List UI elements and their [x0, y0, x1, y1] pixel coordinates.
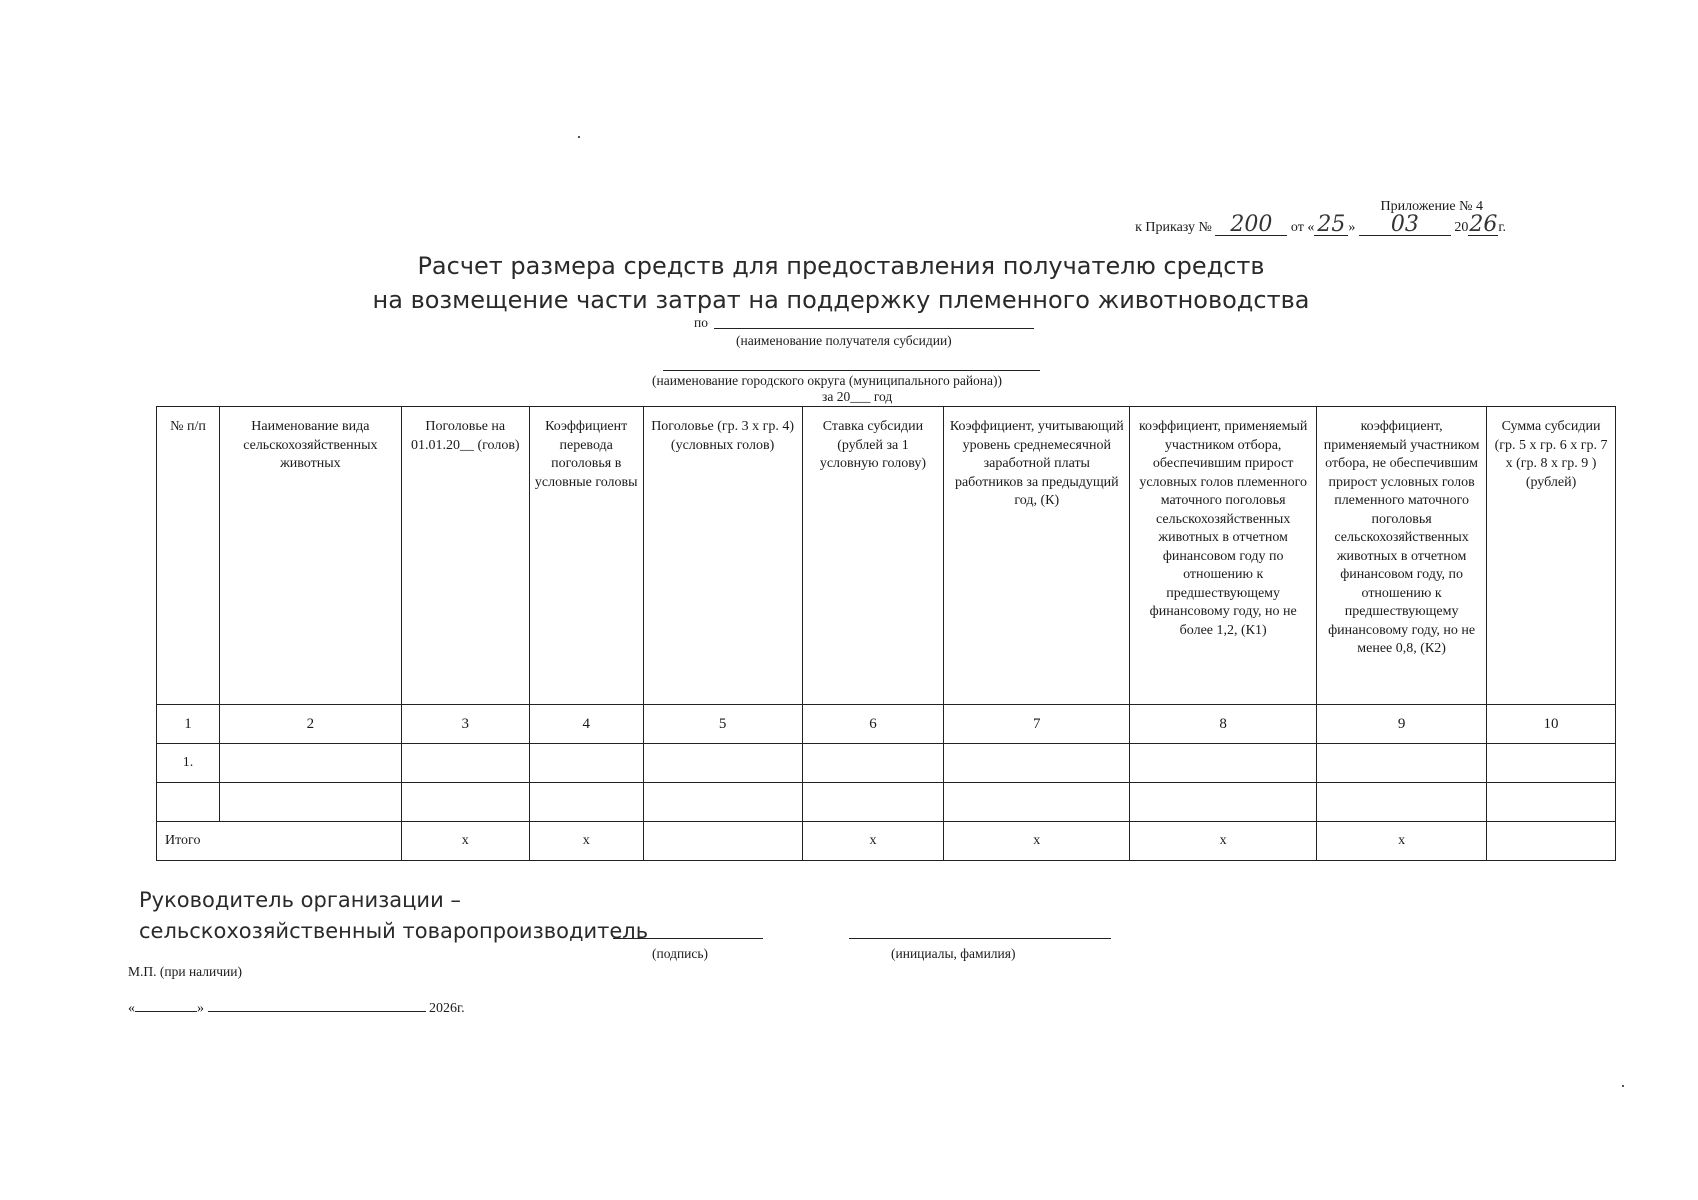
order-month: 03 [1359, 215, 1451, 236]
column-number: 6 [802, 705, 944, 744]
total-label: Итого [157, 822, 402, 861]
name-caption: (инициалы, фамилия) [891, 946, 1016, 961]
table-cell[interactable] [401, 783, 529, 822]
table-cell[interactable] [802, 783, 944, 822]
calculation-table [156, 406, 1616, 861]
total-cell: х [944, 822, 1130, 861]
date-open-quote: « [128, 1001, 135, 1016]
recipient-field [694, 315, 1034, 331]
table-cell[interactable] [219, 744, 401, 783]
stamp-label: М.П. (при наличии) [128, 964, 242, 979]
table-cell[interactable] [944, 744, 1130, 783]
column-number: 7 [944, 705, 1130, 744]
table-cell[interactable] [1317, 744, 1487, 783]
table-cell[interactable] [1317, 783, 1487, 822]
table-cell[interactable] [643, 783, 802, 822]
scan-speck [1622, 1085, 1624, 1087]
table-row [157, 783, 1616, 822]
district-line [663, 370, 1040, 371]
column-number: 10 [1487, 705, 1616, 744]
order-quote-close: » [1348, 220, 1356, 235]
column-number: 1 [157, 705, 220, 744]
total-cell: х [1317, 822, 1487, 861]
column-number: 5 [643, 705, 802, 744]
table-cell[interactable] [1130, 744, 1317, 783]
header-cell: Сумма субсидии (гр. 5 х гр. 6 х гр. 7 х (гр. 8 х гр. 9 ) (рублей) [1487, 407, 1616, 705]
total-cell[interactable] [1487, 822, 1616, 861]
header-cell: Поголовье на 01.01.20__ (голов) [401, 407, 529, 705]
order-year-end: г. [1498, 220, 1506, 235]
total-cell[interactable] [643, 822, 802, 861]
header-cell: Поголовье (гр. 3 х гр. 4) (условных голов) [643, 407, 802, 705]
header-cell: Наименование вида сельскохозяйственных животных [219, 407, 401, 705]
table-cell[interactable] [219, 783, 401, 822]
date-close-quote: » [197, 1001, 204, 1016]
order-year-suffix: 26 [1469, 212, 1498, 237]
recipient-line [714, 328, 1034, 329]
row-number [157, 783, 220, 822]
document-title-line1: Расчет размера средств для предоставления получателю средств [417, 252, 1265, 280]
column-number: 4 [529, 705, 643, 744]
column-number-row [157, 705, 1616, 744]
order-prefix: к Приказу № [1135, 220, 1212, 235]
order-number: 200 [1215, 215, 1287, 236]
recipient-caption: (наименование получателя субсидии) [736, 333, 952, 348]
header-cell: № п/п [157, 407, 220, 705]
signature-title-line1: Руководитель организации – [139, 888, 461, 912]
header-cell: коэффициент, применяемый участником отбора, обеспечившим прирост условных голов племенного маточного поголовья сельскохозяйственных животных в отчетном финансовом году по отношению к предшествующему финансовому году, но не более 1,2, (К1) [1130, 407, 1317, 705]
district-caption: (наименование городского округа (муниципального района)) [652, 373, 1002, 388]
signature-title-line2: сельскохозяйственный товаропроизводитель [139, 919, 649, 943]
header-cell: коэффициент, применяемый участником отбора, не обеспечившим прирост условных голов племенного маточного поголовья сельскохозяйственных животных в отчетном финансовом году, по отношению к предшествующему финансовому году, но не менее 0,8, (К2) [1317, 407, 1487, 705]
column-number: 9 [1317, 705, 1487, 744]
table-cell[interactable] [802, 744, 944, 783]
order-year-prefix: 20 [1454, 220, 1469, 235]
signature-date [128, 1001, 465, 1017]
order-day: 25 [1314, 215, 1348, 236]
total-cell: х [1130, 822, 1317, 861]
header-cell: Коэффициент, учитывающий уровень среднемесячной заработной платы работников за предыдущий год, (К) [944, 407, 1130, 705]
table-header-row [157, 407, 1616, 705]
date-month-field[interactable] [208, 1011, 426, 1012]
table-cell[interactable] [529, 744, 643, 783]
table-cell[interactable] [1487, 744, 1616, 783]
table-row [157, 744, 1616, 783]
total-row [157, 822, 1616, 861]
year-line: за 20___ год [822, 389, 893, 404]
name-line[interactable] [849, 938, 1111, 939]
column-number: 2 [219, 705, 401, 744]
date-day-field[interactable] [135, 1011, 197, 1012]
table-cell[interactable] [944, 783, 1130, 822]
total-cell: х [401, 822, 529, 861]
document-title-line2: на возмещение части затрат на поддержку племенного животноводства [372, 286, 1310, 314]
table-cell[interactable] [1487, 783, 1616, 822]
order-reference [1135, 212, 1506, 237]
signature-caption: (подпись) [652, 946, 709, 961]
header-cell: Коэффициент перевода поголовья в условные головы [529, 407, 643, 705]
row-number: 1. [157, 744, 220, 783]
signature-line[interactable] [613, 938, 763, 939]
total-cell: х [529, 822, 643, 861]
column-number: 3 [401, 705, 529, 744]
table-cell[interactable] [643, 744, 802, 783]
column-number: 8 [1130, 705, 1317, 744]
appendix-label: Приложение № 4 [1380, 199, 1483, 214]
order-from: от « [1290, 220, 1315, 235]
header-cell: Ставка субсидии (рублей за 1 условную голову) [802, 407, 944, 705]
table-cell[interactable] [529, 783, 643, 822]
date-year: 2026г. [429, 1001, 465, 1016]
table-cell[interactable] [401, 744, 529, 783]
total-cell: х [802, 822, 944, 861]
scan-speck [578, 136, 580, 138]
table-cell[interactable] [1130, 783, 1317, 822]
po-label: по [694, 315, 708, 330]
